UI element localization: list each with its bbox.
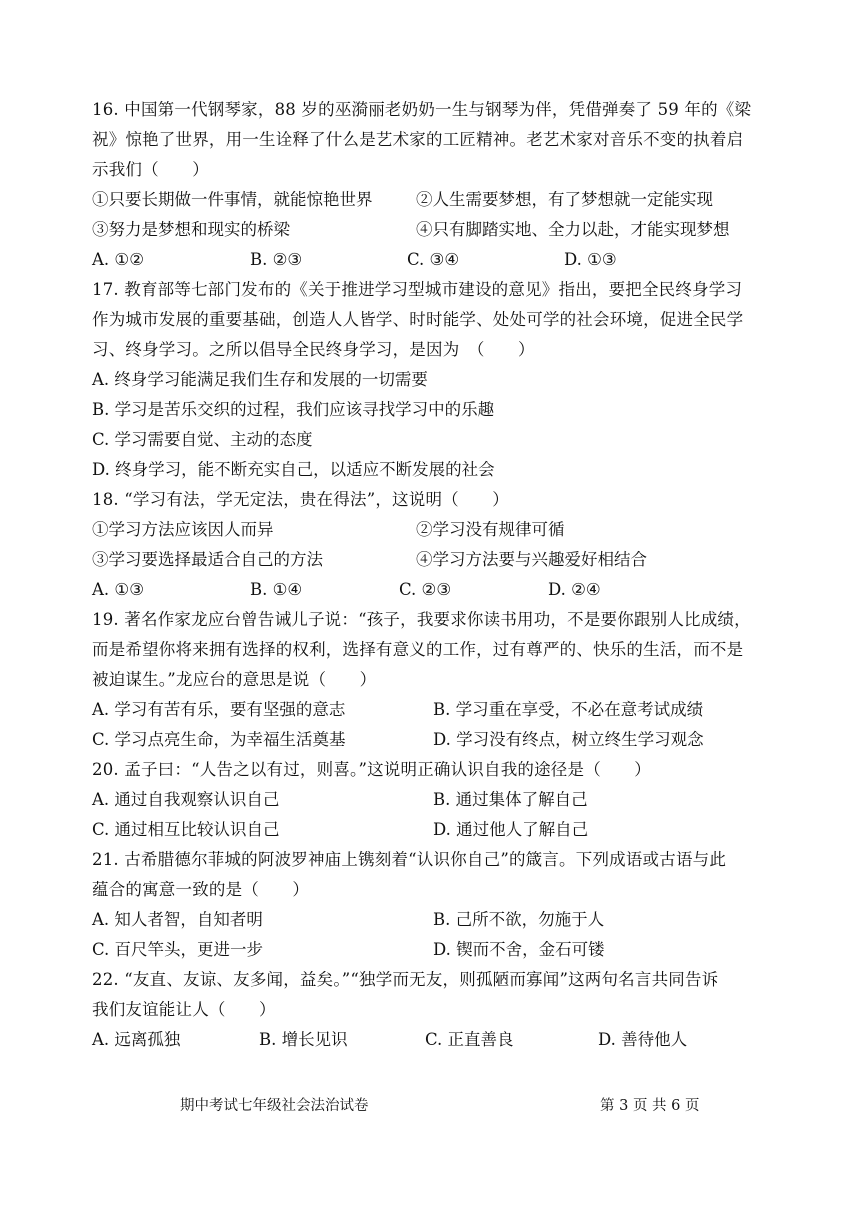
question-21-option: B. 己所不欲，勿施于人 [433,910,605,929]
question-19-option: D. 学习没有终点，树立终生学习观念 [433,730,704,749]
question-22-option: C. 正直善良 [425,1030,514,1049]
question-16-item: ③努力是梦想和现实的桥梁 [92,220,290,239]
question-17-option: D. 终身学习，能不断充实自己，以适应不断发展的社会 [92,460,495,479]
question-16-stem: 16. 中国第一代钢琴家，88 岁的巫漪丽老奶奶一生与钢琴为伴，凭借弹奏了 59 年的《梁 [92,100,752,119]
question-16-item: ②人生需要梦想，有了梦想就一定能实现 [416,190,713,209]
question-16-option: A. ①② [92,250,144,269]
question-20-option: D. 通过他人了解自己 [433,820,589,839]
question-16-option: B. ②③ [250,250,303,269]
question-18-option: C. ②③ [399,580,452,599]
question-17-option: C. 学习需要自觉、主动的态度 [92,430,313,449]
question-18-option: D. ②④ [548,580,601,599]
question-20-option: B. 通过集体了解自己 [433,790,588,809]
question-19-stem: 被迫谋生。”龙应台的意思是说（ ） [92,670,377,689]
question-19-stem: 而是希望你将来拥有选择的权利，选择有意义的工作，过有尊严的、快乐的生活，而不是 [92,640,744,659]
question-19-option: B. 学习重在享受，不必在意考试成绩 [433,700,704,719]
question-18-stem: 18. “学习有法，学无定法，贵在得法”，这说明（ ） [92,490,509,509]
footer-page-info: 第 3 页 共 6 页 [600,1098,700,1114]
question-21-option: A. 知人者智，自知者明 [92,910,263,929]
question-22-option: B. 增长见识 [259,1030,348,1049]
question-19-option: C. 学习点亮生命，为幸福生活奠基 [92,730,346,749]
question-18-item: ③学习要选择最适合自己的方法 [92,550,323,569]
question-16-stem: 祝》惊艳了世界，用一生诠释了什么是艺术家的工匠精神。老艺术家对音乐不变的执着启 [92,130,744,149]
question-21-stem: 蕴合的寓意一致的是（ ） [92,880,310,899]
question-22-option: A. 远离孤独 [92,1030,181,1049]
question-16-item: ①只要长期做一件事情，就能惊艳世界 [92,190,373,209]
question-22-option: D. 善待他人 [598,1030,688,1049]
question-17-stem: 作为城市发展的重要基础，创造人人皆学、时时能学、处处可学的社会环境，促进全民学 [92,310,744,329]
question-21-option: D. 锲而不舍，金石可镂 [433,940,605,959]
question-18-item: ①学习方法应该因人而异 [92,520,274,539]
question-17-stem: 习、终身学习。之所以倡导全民终身学习，是因为 （ ） [92,340,535,359]
question-17-option: B. 学习是苦乐交织的过程，我们应该寻找学习中的乐趣 [92,400,495,419]
question-22-stem: 22. “友直、友谅、友多闻，益矣。”“独学而无友，则孤陋而寡闻”这两句名言共同告诉 [92,970,719,989]
question-21-option: C. 百尺竿头，更进一步 [92,940,264,959]
question-22-stem: 我们友谊能让人（ ） [92,1000,276,1019]
question-20-option: A. 通过自我观察认识自己 [92,790,280,809]
question-20-option: C. 通过相互比较认识自己 [92,820,280,839]
question-18-item: ②学习没有规律可循 [416,520,565,539]
question-18-option: A. ①③ [92,580,144,599]
question-16-option: C. ③④ [407,250,460,269]
question-16-item: ④只有脚踏实地、全力以赴，才能实现梦想 [416,220,730,239]
question-18-item: ④学习方法要与兴趣爱好相结合 [416,550,647,569]
question-20-stem: 20. 孟子曰：“人告之以有过，则喜。”这说明正确认识自我的途径是（ ） [92,760,652,779]
question-19-stem: 19. 著名作家龙应台曾告诫儿子说：“孩子，我要求你读书用功，不是要你跟别人比成绩， [92,610,751,629]
question-18-option: B. ①④ [250,580,303,599]
question-21-stem: 21. 古希腊德尔菲城的阿波罗神庙上镌刻着“认识你自己”的箴言。下列成语或古语与此 [92,850,727,869]
question-16-stem: 示我们（ ） [92,160,209,179]
question-17-stem: 17. 教育部等七部门发布的《关于推进学习型城市建设的意见》指出，要把全民终身学习 [92,280,743,299]
footer-exam-title: 期中考试七年级社会法治试卷 [180,1098,369,1114]
question-19-option: A. 学习有苦有乐，要有坚强的意志 [92,700,346,719]
question-17-option: A. 终身学习能满足我们生存和发展的一切需要 [92,370,428,389]
question-16-option: D. ①③ [564,250,617,269]
